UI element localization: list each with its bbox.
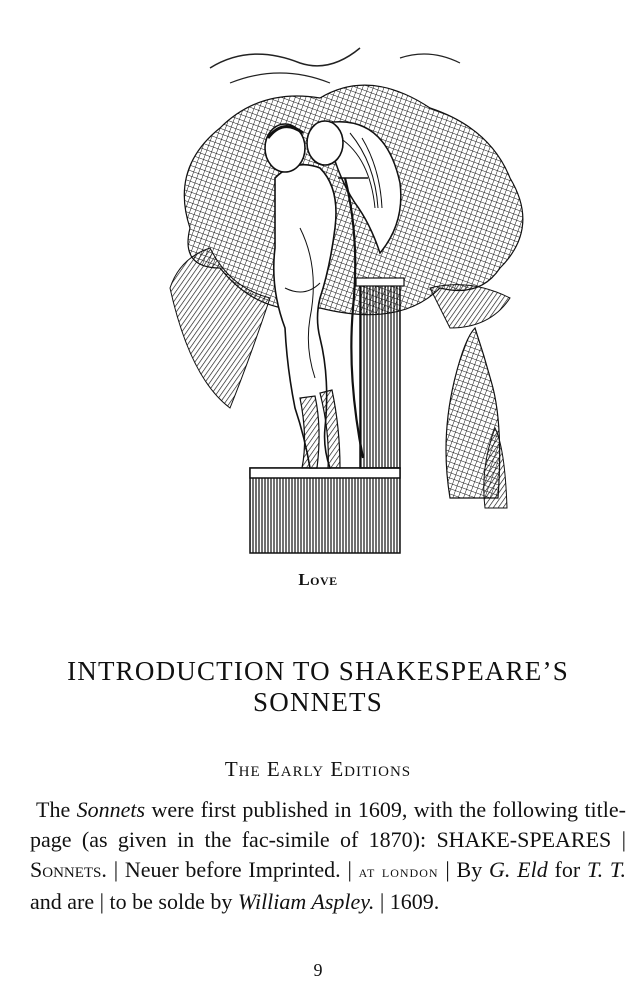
text-run: | Neuer before Imprinted. |: [106, 857, 359, 882]
italic-title: Sonnets: [76, 797, 146, 822]
italic-name: G. Eld: [489, 857, 548, 882]
text-run: and are | to be solde by: [30, 889, 238, 914]
text-run: The: [36, 797, 77, 822]
section-heading: The Early Editions: [224, 757, 412, 781]
text-run: | By: [438, 857, 489, 882]
cupid-engraving-icon: [150, 28, 550, 568]
text-run: were first published in 1609, with the following title-page (as given in the fac-simile of 1870): SHAKE-SPEARES |: [30, 797, 626, 852]
illustration-caption: Love: [298, 570, 338, 589]
chapter-title-line-2: SONNETS: [253, 687, 383, 717]
italic-name: T. T.: [586, 857, 626, 882]
italic-name: William Aspley.: [237, 889, 375, 914]
small-caps-text: at london: [358, 862, 439, 881]
text-run: | 1609.: [374, 889, 440, 914]
chapter-title: [0, 656, 636, 718]
page-number: 9: [313, 960, 323, 980]
small-caps-text: Sonnets.: [30, 857, 107, 882]
paragraph-text: [30, 795, 626, 917]
chapter-title-line-1: INTRODUCTION TO SHAKESPEARE’S: [67, 656, 569, 686]
text-run: for: [547, 857, 587, 882]
body-paragraph: [30, 795, 626, 917]
